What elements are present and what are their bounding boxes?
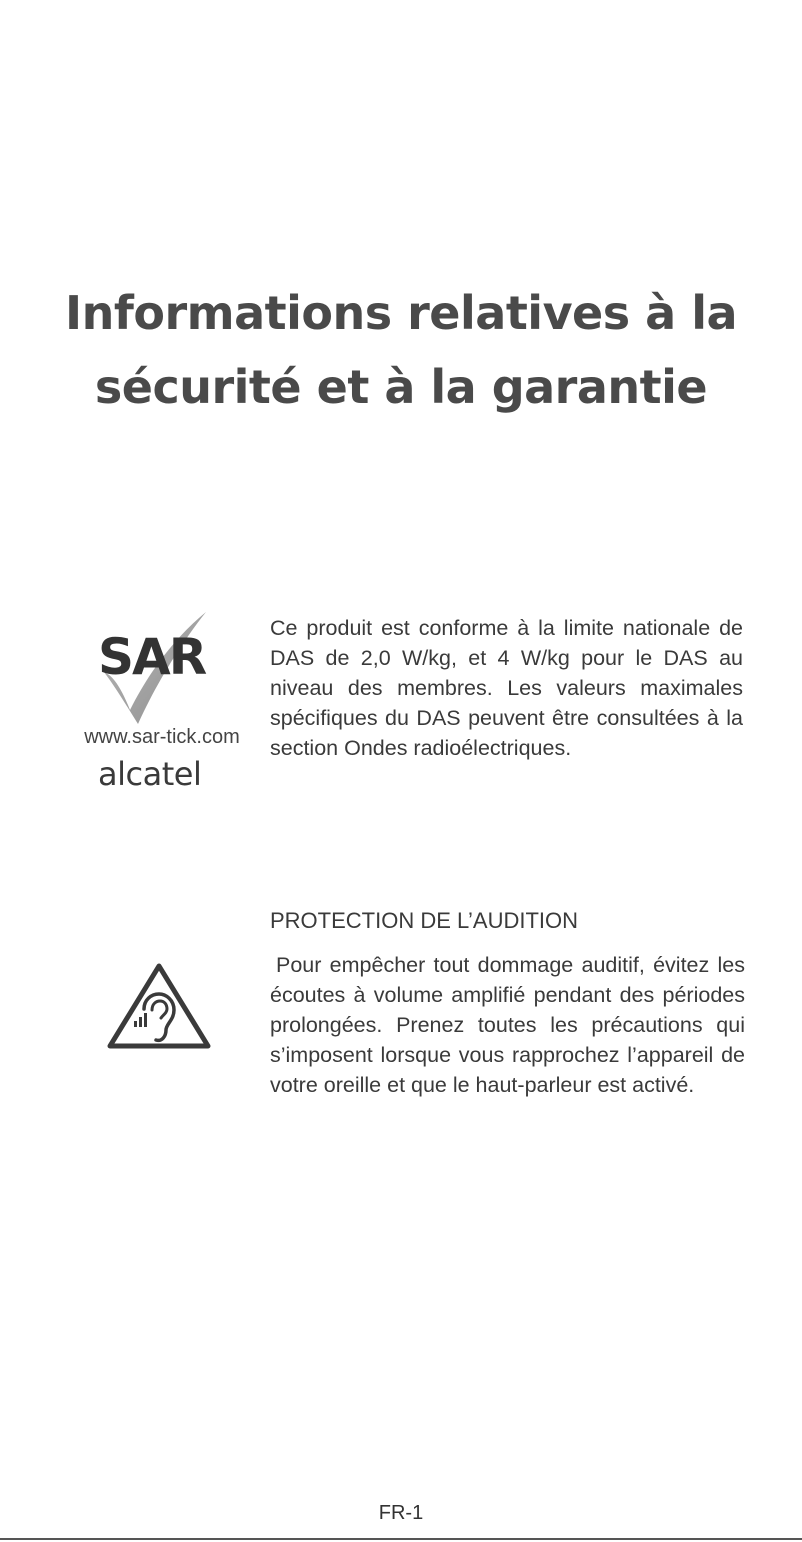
sar-tick-url: www.sar-tick.com: [84, 726, 240, 748]
page-title: [40, 276, 762, 424]
sar-tick-logo: [96, 612, 236, 728]
page-number: FR-1: [378, 1502, 424, 1524]
sar-logo-text: SAR: [98, 628, 206, 686]
page-title-line-1: Informations relatives à la: [64, 286, 738, 340]
hearing-protection-paragraph: Pour empêcher tout dommage auditif, évitez les écoutes à volume amplifié pendant des périodes prolongées. Prenez toutes les précautions qui s’imposent lorsque vous rapprochez l’appareil de votre oreille et que le haut-parleur est activé.: [270, 953, 745, 1097]
page-title-line-2: sécurité et à la garantie: [94, 360, 708, 414]
sar-compliance-paragraph: Ce produit est conforme à la limite nationale de DAS de 2,0 W/kg, et 4 W/kg pour le DAS au niveau des membres. Les valeurs maximales spécifiques du DAS peuvent être consultées à la section Ondes radioélectriques.: [270, 616, 743, 760]
hearing-warning-icon: [104, 958, 214, 1058]
brand-wordmark: alcatel: [98, 757, 202, 793]
hearing-protection-heading: PROTECTION DE L’AUDITION: [270, 908, 579, 933]
alcatel-logo: [96, 757, 228, 793]
bottom-divider: [0, 1538, 802, 1540]
